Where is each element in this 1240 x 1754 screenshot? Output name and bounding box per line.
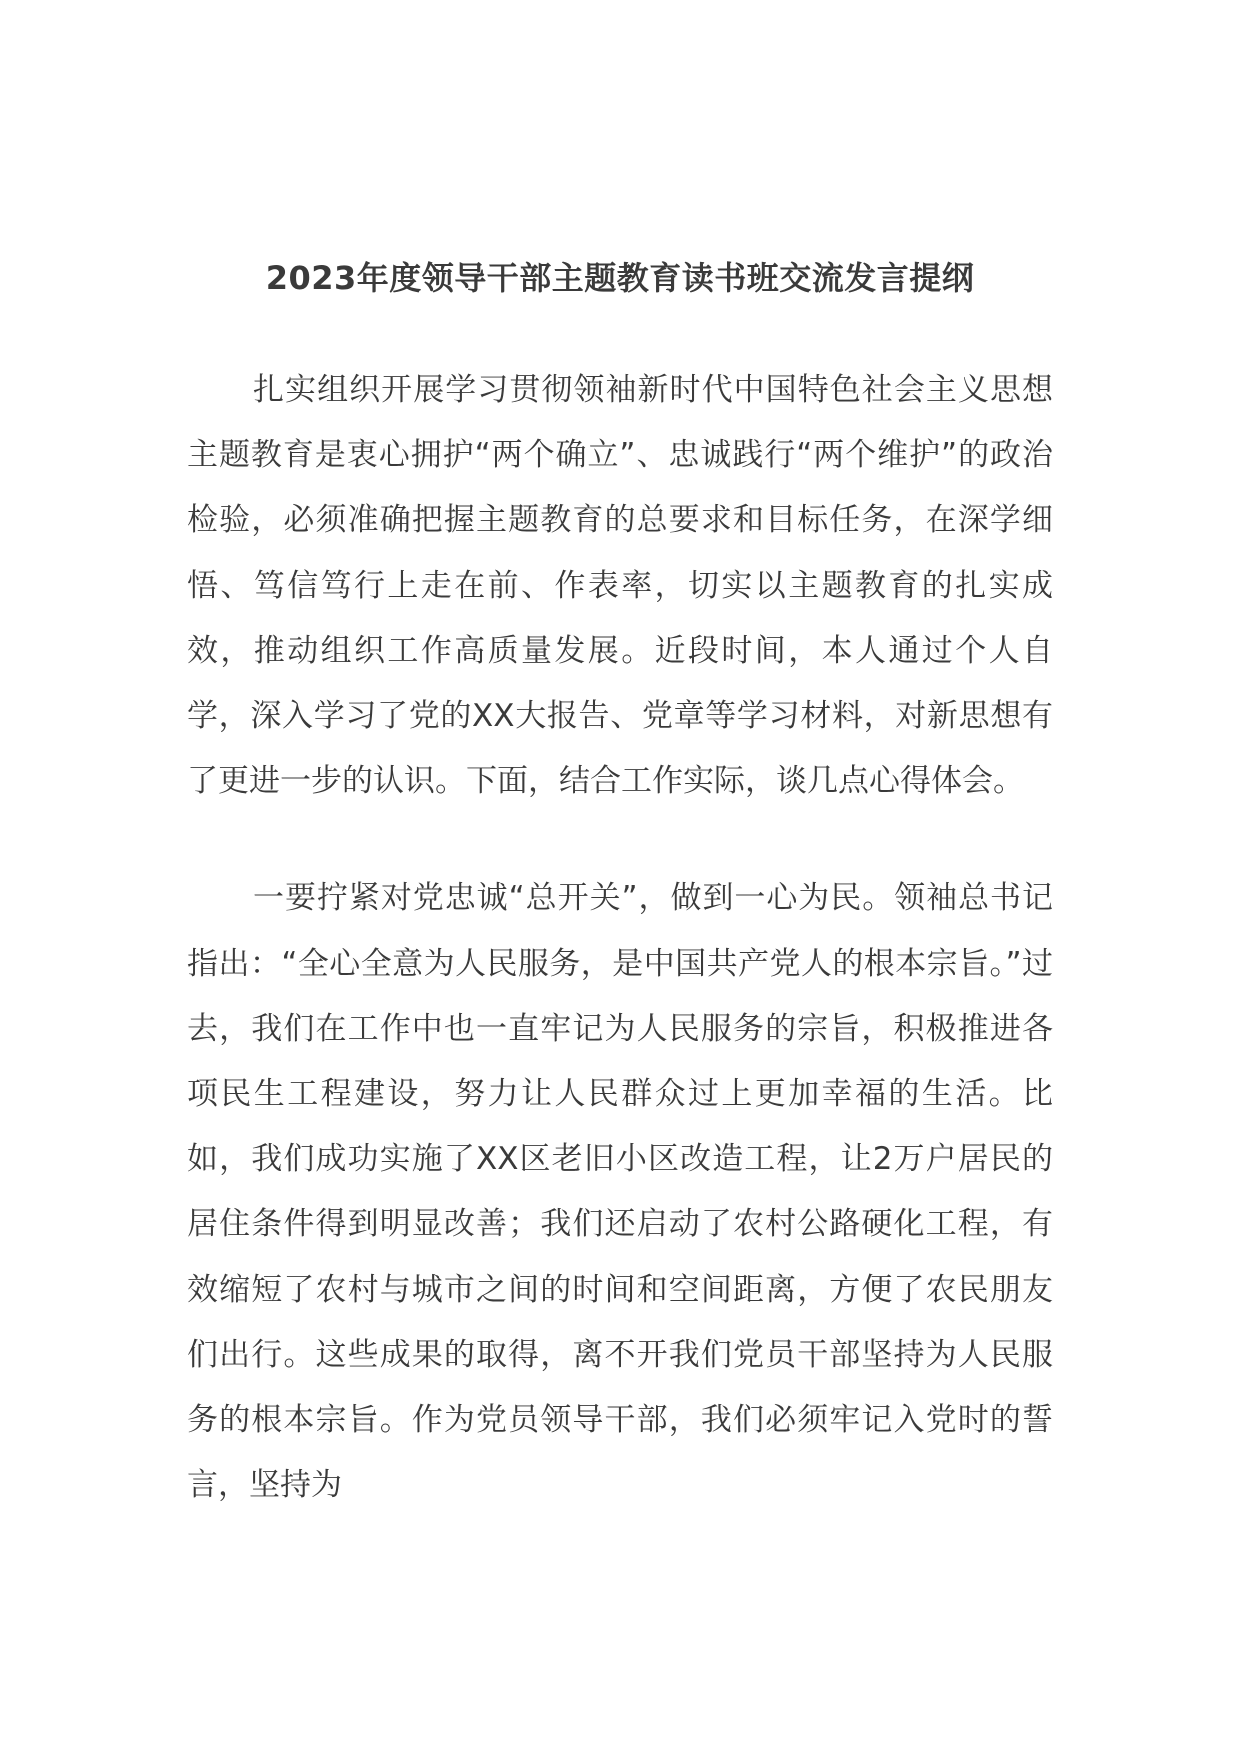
document-title: 2023年度领导干部主题教育读书班交流发言提纲 [265,259,975,297]
paragraph-intro: 扎实组织开展学习贯彻领袖新时代中国特色社会主义思想主题教育是衷心拥护“两个确立”、忠诚践行“两个维护”的政治检验，必须准确把握主题教育的总要求和目标任务，在深学细悟、笃信笃行上走在前、作表率，切实以主题教育的扎实成效，推动组织工作高质量发展。近段时间，本人通过个人自学，深入学习了党的XX大报告、党章等学习材料，对新思想有了更进一步的认识。下面，结合工作实际，谈几点心得体会。 [187,372,1053,800]
document-body [187,358,1053,1518]
paragraph-point-one: 一要拧紧对党忠诚“总开关”，做到一心为民。领袖总书记指出：“全心全意为人民服务，是中国共产党人的根本宗旨。”过去，我们在工作中也一直牢记为人民服务的宗旨，积极推进各项民生工程建设，努力让人民群众过上更加幸福的生活。比如，我们成功实施了XX区老旧小区改造工程，让2万户居民的居住条件得到明显改善；我们还启动了农村公路硬化工程，有效缩短了农村与城市之间的时间和空间距离，方便了农民朋友们出行。这些成果的取得，离不开我们党员干部坚持为人民服务的根本宗旨。作为党员领导干部，我们必须牢记入党时的誓言，坚持为 [187,880,1053,1504]
